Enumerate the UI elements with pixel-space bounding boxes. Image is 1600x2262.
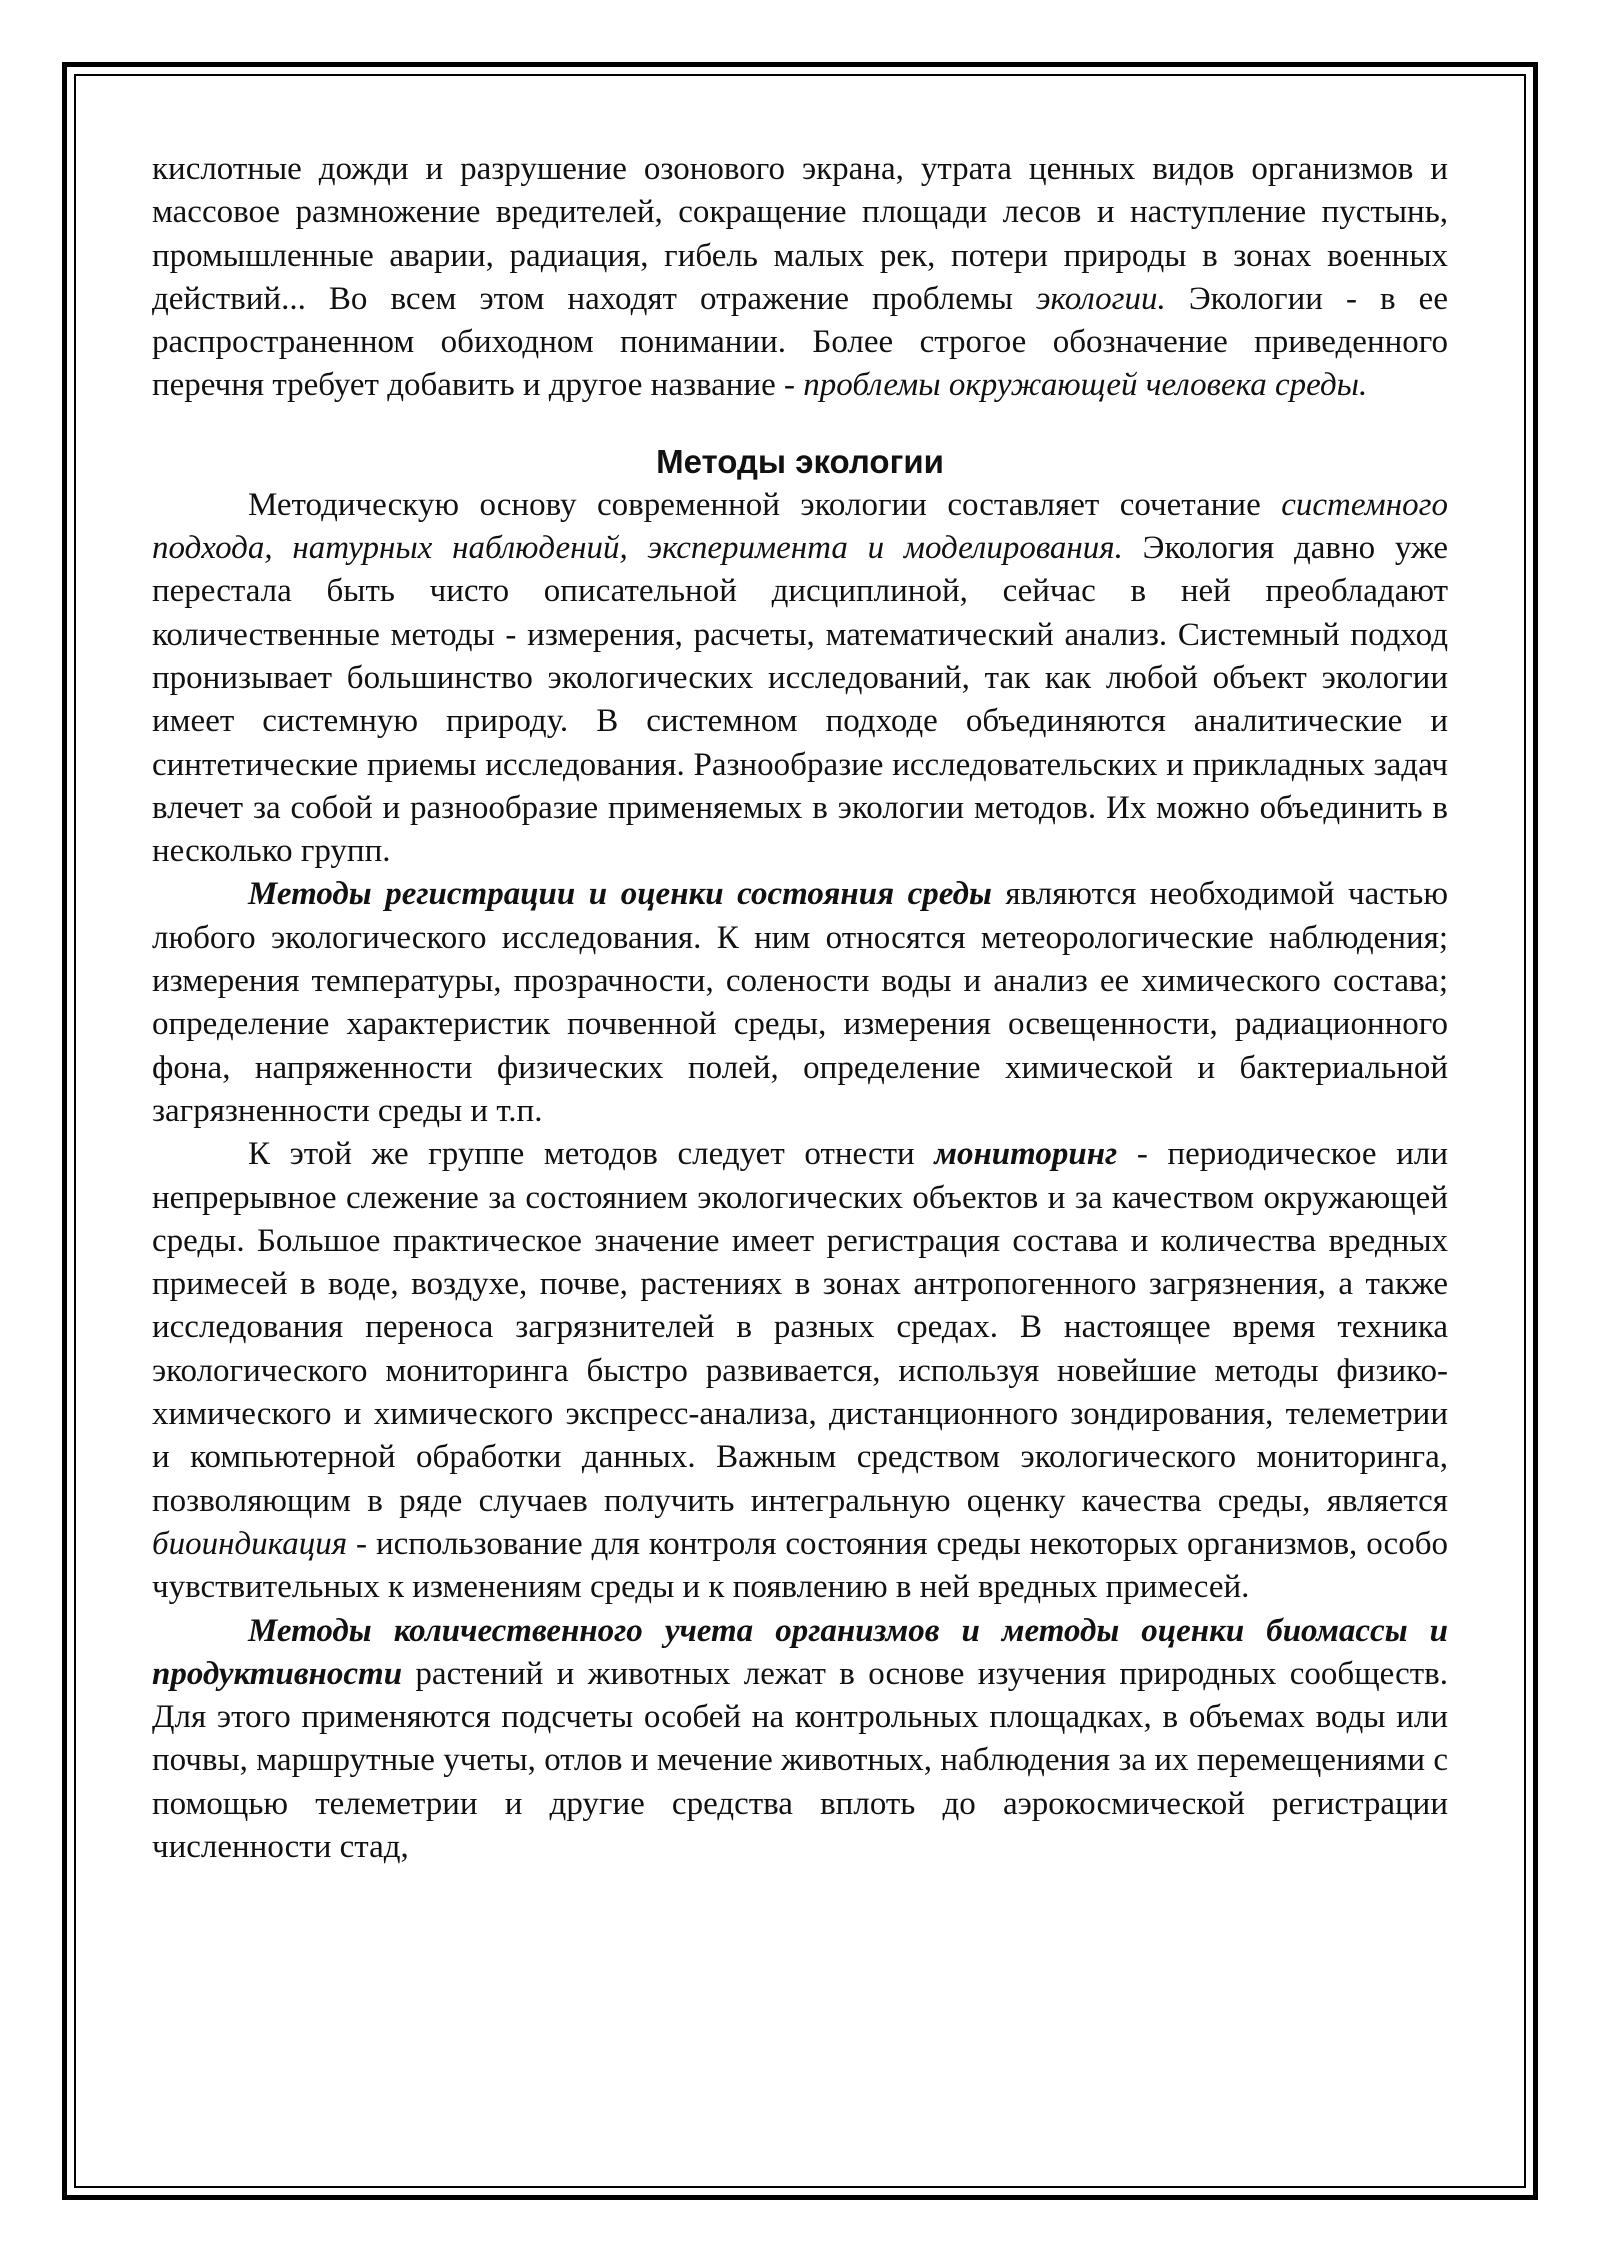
paragraph-monitoring [152, 1133, 1448, 1609]
text-run: являются необходимой частью любого экологического исследования. К ним относятся метеорологические наблюдения; измерения температуры, прозрачности, солености воды и анализ ее химического состава; определение характеристик почвенной среды, измерения освещенности, радиационного фона, напряженности физических полей, определение химической и бактериальной загрязненности среды и т.п. [152, 876, 1448, 1129]
text-run: Методическую основу современной экологии составляет сочетание [248, 486, 1282, 523]
text-run: К этой же группе методов следует отнести [248, 1136, 935, 1173]
italic-methods-list: системного подхода, натурных наблюдений, эксперимента и моделирования. [152, 486, 1448, 567]
italic-term-bioindication: биоиндикация [152, 1525, 348, 1562]
paragraph-intro [152, 148, 1448, 408]
paragraph-quantitative-methods [152, 1610, 1448, 1870]
italic-term-environment-problems: проблемы окружающей человека среды. [803, 367, 1368, 404]
text-run: - использование для контроля состояния среды некоторых организмов, особо чувствительных к изменениям среды и к появлению в ней вредных примесей. [152, 1525, 1448, 1606]
bold-italic-term-registration: Методы регистрации и оценки состояния среды [248, 876, 992, 913]
italic-term-ecology: экологии. [1035, 280, 1166, 317]
text-run: кислотные дожди и разрушение озонового экрана, утрата ценных видов организмов и массовое размножение вредителей, сокращение площади лесов и наступление пустынь, промышленные аварии, радиация, гибель малых рек, потери природы в зонах военных действий... Во всем этом находят отражение проблемы [152, 151, 1448, 317]
document-body [152, 148, 1448, 1869]
text-run: растений и животных лежат в основе изучения природных сообществ. Для этого применяются подсчеты особей на контрольных площадках, в объемах воды или почвы, маршрутные учеты, отлов и мечение животных, наблюдения за их перемещениями с помощью телеметрии и другие средства вплоть до аэрокосмической регистрации численности стад, [152, 1655, 1448, 1865]
bold-italic-term-quantitative: Методы количественного учета организмов и методы оценки биомассы и продуктивности [152, 1612, 1448, 1692]
section-heading: Методы экологии [656, 442, 944, 480]
text-run: Экология давно уже перестала быть чисто описательной дисциплиной, сейчас в ней преобладают количественные методы - измерения, расчеты, математический анализ. Системный подход пронизывает большинство экологических исследований, так как любой объект экологии имеет системную природу. В системном подходе объединяются аналитические и синтетические приемы исследования. Разнообразие исследовательских и прикладных задач влечет за собой и разнообразие применяемых в экологии методов. Их можно объединить в несколько групп. [152, 530, 1448, 870]
paragraph-registration-methods [152, 873, 1448, 1133]
text-run: - периодическое или непрерывное слежение за состоянием экологических объектов и за качеством окружающей среды. Большое практическое значение имеет регистрация состава и количества вредных примесей в воде, воздухе, почве, растениях в зонах антропогенного загрязнения, а также исследования переноса загрязнителей в разных средах. В настоящее время техника экологического мониторинга быстро развивается, используя новейшие методы физико-химического и химического экспресс-анализа, дистанционного зондирования, телеметрии и компьютерной обработки данных. Важным средством экологического мониторинга, позволяющим в ряде случаев получить интегральную оценку качества среды, является [152, 1136, 1448, 1519]
paragraph-methods-basis [152, 484, 1448, 874]
bold-italic-term-monitoring: мониторинг [934, 1136, 1118, 1173]
text-run: Экологии - в ее распространенном обиходном понимании. Более строгое обозначение приведенного перечня требует добавить и другое название - [152, 280, 1448, 404]
